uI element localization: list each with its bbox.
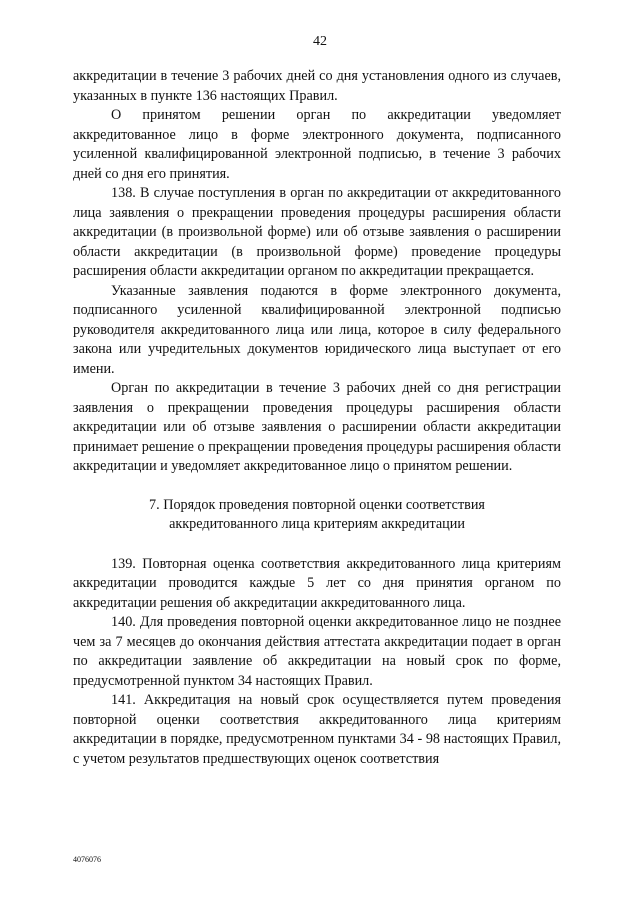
paragraph-continuation: аккредитации в течение 3 рабочих дней со дня установления одного из случаев, указанных в пункте 136 настоящих Правил. <box>73 68 561 104</box>
paragraph-notification: О принятом решении орган по аккредитации уведомляет аккредитованное лицо в форме электронного документа, подписанного усиленной квалифицированной электронной подписью, в течение 3 рабочих дней со дня его принятия. <box>73 107 561 182</box>
paragraph-139: 139. Повторная оценка соответствия аккредитованного лица критериям аккредитации проводится каждые 5 лет со дня принятия органом по аккредитации решения об аккредитации аккредитованного лица. <box>73 555 561 611</box>
section-heading <box>73 496 561 535</box>
paragraph-application-form: Указанные заявления подаются в форме электронного документа, подписанного усиленной квалифицированной электронной подписью руководителя аккредитованного лица или лица, которое в силу федерального закона или учредительных документов юридического лица выступает от его имени. <box>73 282 561 377</box>
document-body <box>73 67 561 769</box>
document-code: 4076076 <box>73 855 101 864</box>
paragraph-140: 140. Для проведения повторной оценки аккредитованное лицо не позднее чем за 7 месяцев до окончания действия аттестата аккредитации подает в орган по аккредитации заявление об аккредитации на новый срок по форме, предусмотренной пунктом 34 настоящих Правил. <box>73 614 561 689</box>
paragraph-141: 141. Аккредитация на новый срок осуществляется путем проведения повторной оценки соответствия аккредитованного лица критериям аккредитации в порядке, предусмотренном пунктами 34 - 98 настоящих Правил, с учетом результатов предшествующих оценок соответствия <box>73 692 561 767</box>
paragraph-138: 138. В случае поступления в орган по аккредитации от аккредитованного лица заявления о прекращении проведения процедуры расширения области аккредитации (в произвольной форме) или об отзыве заявления о расширении области аккредитации (в произвольной форме) проведение процедуры расширения области аккредитации органом по аккредитации прекращается. <box>73 185 561 279</box>
section-heading-line-1: 7. Порядок проведения повторной оценки соответствия <box>149 496 485 513</box>
section-heading-line-2: аккредитованного лица критериям аккредитации <box>169 516 465 532</box>
page-number: 42 <box>313 34 327 49</box>
paragraph-decision: Орган по аккредитации в течение 3 рабочих дней со дня регистрации заявления о прекращении проведения процедуры расширения области аккредитации или об отзыве заявления о расширении области аккредитации принимает решение о прекращении проведения процедуры расширения области аккредитации и уведомляет аккредитованное лицо о принятом решении. <box>73 380 561 474</box>
